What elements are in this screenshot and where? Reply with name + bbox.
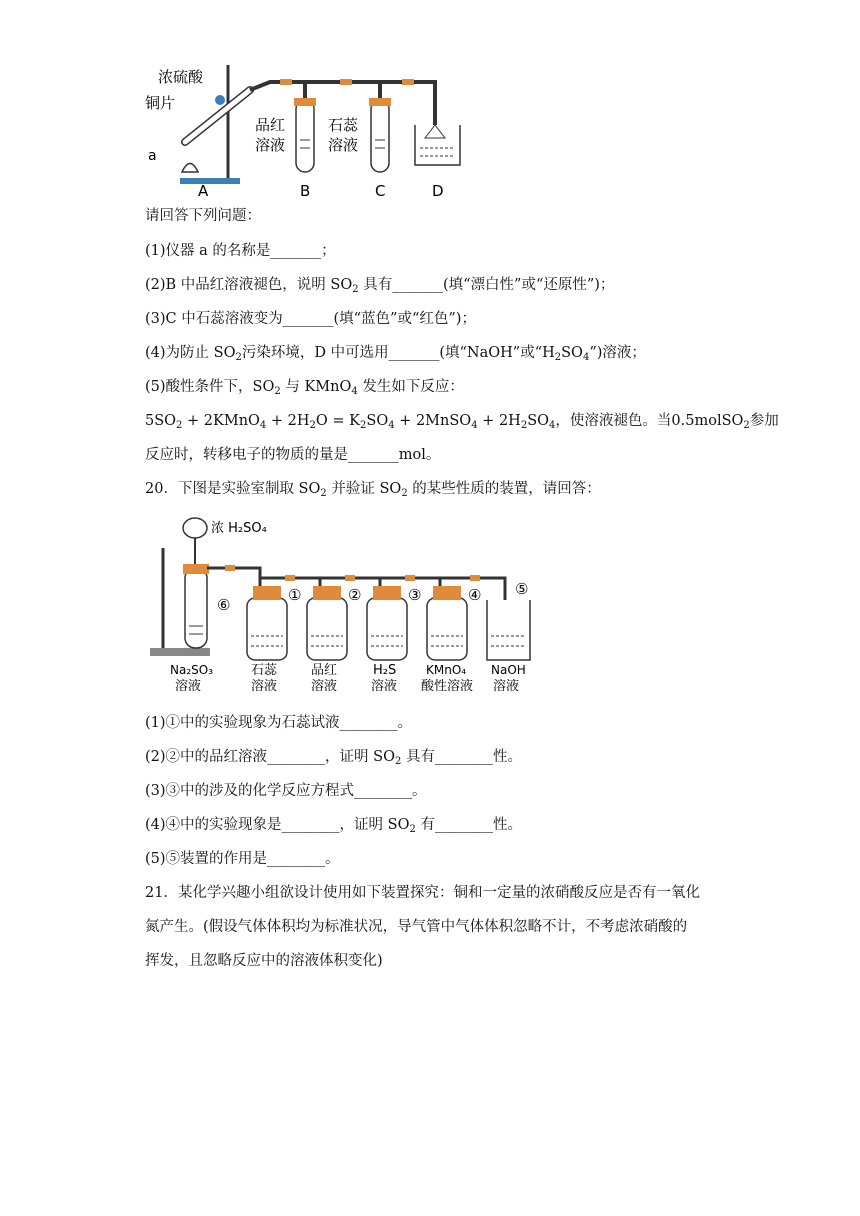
- bottle-1: [247, 586, 287, 660]
- apparatus-figure-2: [145, 508, 545, 698]
- label-2: ②: [348, 586, 362, 604]
- label-b4-line2: 酸性溶液: [421, 679, 474, 694]
- label-c-solution-1: 石蕊: [328, 116, 359, 134]
- label-b2-line2: 溶液: [311, 679, 338, 694]
- letter-c: C: [375, 182, 386, 200]
- label-4: ④: [468, 586, 482, 604]
- q19-intro: 请回答下列问题：: [145, 208, 261, 224]
- label-b-solution-1: 品红: [255, 116, 286, 134]
- label-b1-line1: 石蕊: [251, 663, 278, 678]
- separatory-funnel: [183, 518, 207, 538]
- label-na2so3: Na₂SO₃: [170, 663, 214, 677]
- label-b3-line2: 溶液: [371, 679, 398, 694]
- reaction-flask: [185, 568, 207, 648]
- bottle-3: [367, 586, 407, 660]
- label-b5-line1: NaOH: [491, 663, 526, 677]
- q19-4: (4)为防止 $SO_2$污染环境，D 中可选用_______(填“NaOH”或“$H_2SO_4$”)溶液；: [145, 345, 646, 363]
- q21-line-2: 氮产生。(假设气体体积均为标准状况，导气管中气体体积忽略不计，不考虑浓硝酸的: [145, 919, 688, 935]
- letter-d: D: [432, 182, 444, 200]
- label-6: ⑥: [217, 596, 231, 614]
- apparatus-figure-1: [140, 60, 470, 200]
- q21-line-3: 挥发，且忽略反应中的溶液体积变化): [145, 953, 383, 969]
- alcohol-lamp: [182, 164, 198, 173]
- q21-line-1: 21．某化学兴趣小组欲设计使用如下装置探究：铜和一定量的浓硝酸反应是否有一氧化: [145, 885, 700, 901]
- label-conc-h2so4: 浓 H₂SO₄: [211, 521, 267, 536]
- label-b3-line1: H₂S: [373, 663, 397, 678]
- label-3: ③: [408, 586, 422, 604]
- label-b-solution-2: 溶液: [255, 136, 286, 154]
- bottle-4: [427, 586, 467, 660]
- test-tube-c: [371, 100, 389, 172]
- q19-1: (1)仪器 a 的名称是_______；: [145, 243, 336, 259]
- q20-5: (5)⑤装置的作用是________。: [145, 851, 340, 867]
- bottle-2: [307, 586, 347, 660]
- q20-4: (4)④中的实验现象是________，证明 $SO_2$ 有________性。: [145, 817, 522, 835]
- label-a: a: [148, 148, 157, 164]
- label-copper: 铜片: [145, 94, 176, 112]
- q20-1: (1)①中的实验现象为石蕊试液________。: [145, 715, 413, 731]
- label-b4-line1: KMnO₄: [426, 663, 467, 677]
- label-b2-line1: 品红: [311, 663, 338, 678]
- label-na2so3-solution: 溶液: [175, 679, 202, 694]
- q19-5: (5)酸性条件下，$SO_2$ 与 KMnO$_4$ 发生如下反应：: [145, 379, 464, 397]
- label-5: ⑤: [515, 580, 529, 598]
- beaker-d: [415, 125, 460, 165]
- letter-b: B: [300, 182, 311, 200]
- q19-equation: $5SO_2$ + 2KMnO$_4$ + $2H_2O = K_2SO_4$ + 2MnSO$_4$ + $2H_2SO_4$，使溶液褪色。当0.5molSO$_2$参加: [145, 413, 779, 431]
- test-tube-b: [296, 100, 314, 172]
- label-b1-line2: 溶液: [251, 679, 278, 694]
- q20-2: (2)②中的品红溶液________，证明 $SO_2$ 具有________性。: [145, 749, 522, 767]
- label-acid: 浓硫酸: [158, 68, 204, 86]
- label-1: ①: [288, 586, 302, 604]
- letter-a: A: [198, 182, 209, 200]
- label-c-solution-2: 溶液: [328, 136, 359, 154]
- q19-2: (2)B 中品红溶液褪色，说明 $SO_2$ 具有_______(填“漂白性”或“还原性”)；: [145, 277, 615, 295]
- q19-5-end: 反应时，转移电子的物质的量是_______mol。: [145, 447, 441, 463]
- q19-3: (3)C 中石蕊溶液变为_______(填“蓝色”或“红色”)；: [145, 311, 476, 327]
- q20-title: 20．下图是实验室制取 $SO_2$ 并验证 $SO_2$ 的某些性质的装置，请回答：: [145, 481, 601, 499]
- stand-base-2: [150, 648, 210, 656]
- q20-3: (3)③中的涉及的化学反应方程式________。: [145, 783, 427, 799]
- stand-base: [180, 178, 240, 184]
- label-b5-line2: 溶液: [493, 679, 520, 694]
- beaker-5: [487, 600, 530, 660]
